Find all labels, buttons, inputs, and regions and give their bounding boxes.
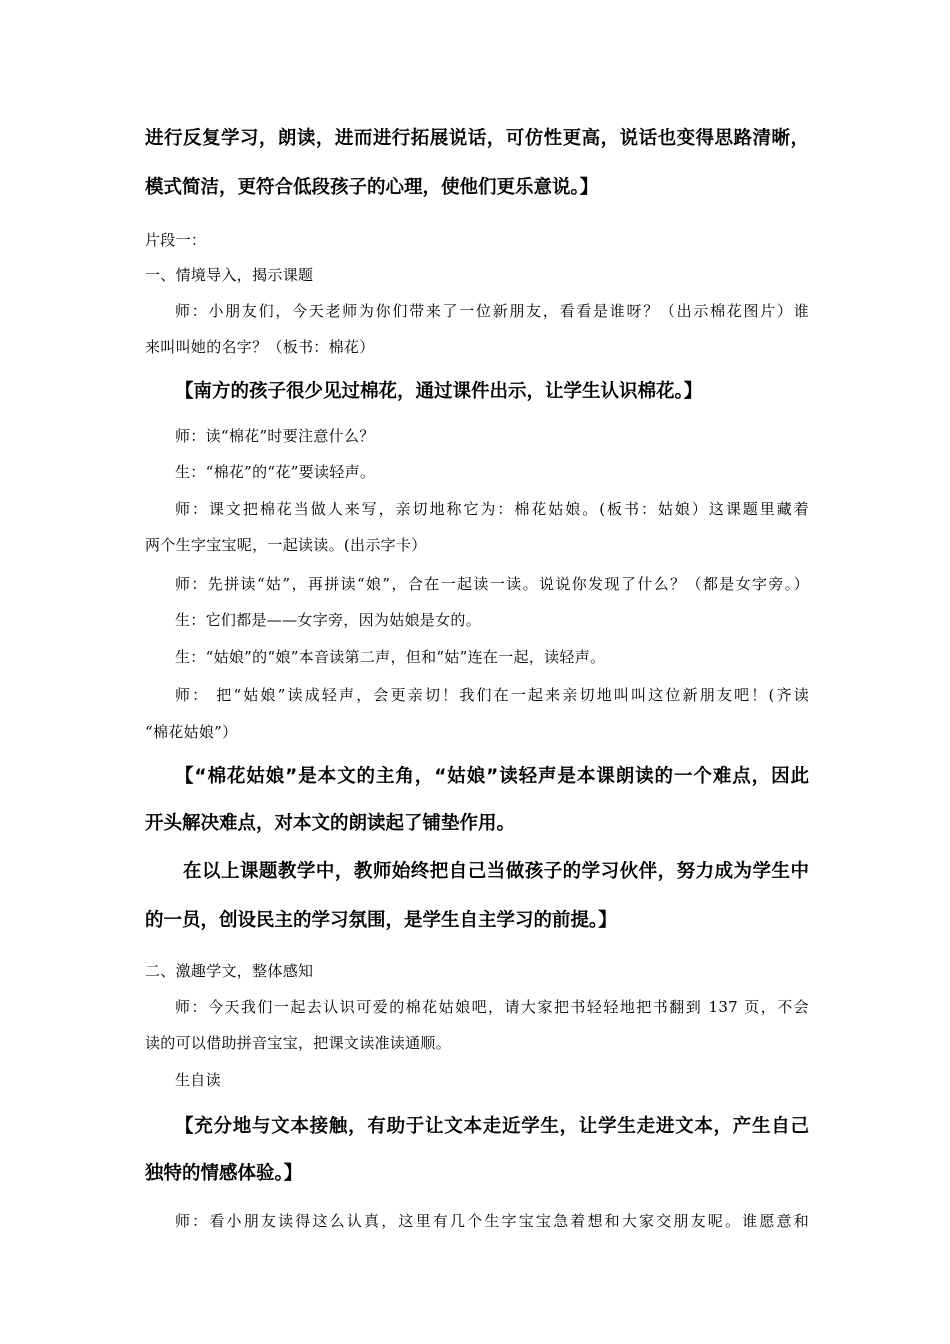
dialogue-line: 师：今天我们一起去认识可爱的棉花姑娘吧，请大家把书轻轻地把书翻到 137 页，不会 [175,998,809,1016]
dialogue-line: 师：小朋友们，今天老师为你们带来了一位新朋友，看看是谁呀？（出示棉花图片）谁 [175,302,809,320]
commentary-line: 模式简洁，更符合低段孩子的心理，使他们更乐意说。】 [145,177,599,198]
commentary-line: 进行反复学习，朗读，进而进行拓展说话，可仿性更高，说话也变得思路清晰， [145,128,809,149]
dialogue-line: “棉花姑娘”） [145,723,238,741]
commentary-line: 【“棉花姑娘”是本文的主角，“姑娘”读轻声是本课朗读的一个难点，因此 [175,766,809,787]
dialogue-line: 生：“姑娘”的“娘”本音读第二声，但和“姑”连在一起，读轻声。 [175,648,606,666]
dialogue-line: 师：看小朋友读得这么认真，这里有几个生字宝宝急着想和大家交朋友呢。谁愿意和 [175,1212,809,1230]
section-heading: 一、情境导入，揭示课题 [145,266,314,284]
dialogue-line: 师： 把“姑娘”读成轻声，会更亲切！我们在一起来亲切地叫叫这位新朋友吧！(齐读 [175,686,809,704]
commentary-line: 【充分地与文本接触，有助于让文本走近学生，让学生走进文本，产生自己 [175,1116,809,1137]
dialogue-line: 师：读“棉花”时要注意什么？ [175,427,375,445]
dialogue-line: 生：它们都是——女字旁，因为姑娘是女的。 [175,611,482,629]
dialogue-line: 读的可以借助拼音宝宝，把课文读准读通顺。 [145,1034,452,1052]
commentary-line: 开头解决难点，对本文的朗读起了铺垫作用。 [145,813,516,834]
dialogue-line: 生自读 [175,1071,221,1089]
dialogue-line: 生：“棉花”的“花”要读轻声。 [175,463,376,481]
commentary-line: 的一员，创设民主的学习氛围，是学生自主学习的前提。】 [145,910,617,931]
dialogue-line: 师：课文把棉花当做人来写，亲切地称它为：棉花姑娘。(板书：姑娘）这课题里藏着 [175,500,809,518]
dialogue-line: 两个生字宝宝呢，一起读读。(出示字卡） [145,536,427,554]
dialogue-line: 师：先拼读“姑”，再拼读“娘”，合在一起读一读。说说你发现了什么？（都是女字旁。） [175,575,809,593]
dialogue-line: 来叫叫她的名字？（板书：棉花） [145,338,375,356]
commentary-line: 在以上课题教学中，教师始终把自己当做孩子的学习伙伴，努力成为学生中 [183,861,809,882]
fragment-heading: 片段一： [145,231,207,249]
commentary-line: 【南方的孩子很少见过棉花，通过课件出示，让学生认识棉花。】 [175,381,703,402]
section-heading: 二、激趣学文，整体感知 [145,962,314,980]
commentary-line: 独特的情感体验。】 [145,1163,303,1184]
